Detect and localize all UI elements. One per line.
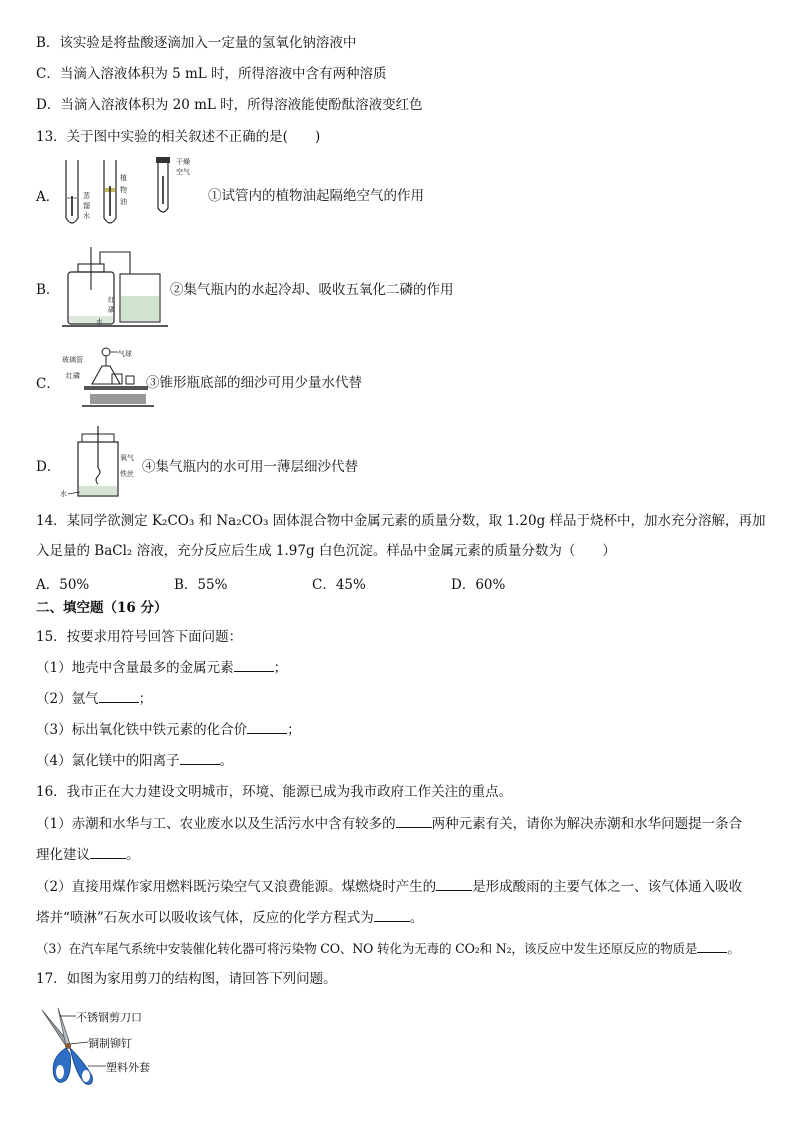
q13-d-text: ④集气瓶内的水可用一薄层细沙代替	[142, 459, 358, 475]
label-distilled-water-1: 蒸	[83, 192, 90, 200]
q14-option-a: A．50%	[36, 577, 90, 593]
label-oxygen: 氧气	[120, 454, 134, 462]
answer-blank[interactable]	[436, 876, 472, 891]
answer-blank[interactable]	[99, 688, 139, 703]
q15-item-1: （1）地壳中含量最多的金属元素 ；	[36, 657, 287, 678]
label-steel-blade: 不锈钢剪刀口	[76, 1011, 142, 1024]
q12-option-b: B．该实验是将盐酸逐滴加入一定量的氢氧化钠溶液中	[36, 35, 357, 51]
q13-a-text: ①试管内的植物油起隔绝空气的作用	[208, 188, 424, 204]
label-red-phosphorus-b2: 磷	[108, 306, 115, 314]
balance-flask-figure	[60, 344, 160, 408]
label-red-phosphorus-c: 红磷	[66, 372, 80, 380]
label-veg-oil-1: 植	[120, 174, 127, 182]
q12-option-c: C．当滴入溶液体积为 5 mL 时，所得溶液中含有两种溶质	[36, 66, 387, 82]
q15-item-4: （4）氯化镁中的阳离子 。	[36, 750, 233, 771]
label-veg-oil-3: 油	[120, 198, 127, 206]
answer-blank[interactable]	[247, 719, 287, 734]
answer-blank[interactable]	[697, 938, 727, 953]
label-red-phosphorus-b: 红	[108, 296, 115, 304]
answer-blank[interactable]	[90, 844, 126, 859]
q16-stem: 16．我市正在大力建设文明城市，环境、能源已成为我市政府工作关注的重点。	[36, 784, 513, 800]
q14-line1: 14．某同学欲测定 K₂CO₃ 和 Na₂CO₃ 固体混合物中金属元素的质量分数，取 1.20g 样品于烧杯中，加水充分溶解，再加	[36, 513, 766, 529]
q14-line2: 入足量的 BaCl₂ 溶液，充分反应后生成 1.97g 白色沉淀。样品中金属元素的质量分数为（ ）	[36, 543, 616, 559]
rust-test-tubes-figure	[58, 156, 208, 232]
q16-part1-line1: （1）赤潮和水华与工、农业废水以及生活污水中含有较多的 两种元素有关，请你为解决赤潮和水华问题提一条合	[36, 813, 742, 834]
label-water-d: 水	[60, 490, 67, 498]
section-heading-fill-blank: 二、填空题（16 分）	[36, 600, 168, 616]
q13-b-letter: B．	[36, 282, 60, 298]
q16-part2-line1: （2）直接用煤作家用燃料既污染空气又浪费能源。煤燃烧时产生的 是形成酸雨的主要气体之一、该气体通入吸收	[36, 876, 742, 897]
label-plastic-handle: 塑料外套	[106, 1061, 150, 1074]
label-dry-air-2: 空气	[176, 168, 190, 176]
label-copper-rivet: 铜制铆钉	[88, 1037, 132, 1050]
answer-blank[interactable]	[180, 750, 220, 765]
iron-wire-bottle-figure	[58, 422, 148, 502]
q12-option-d: D．当滴入溶液体积为 20 mL 时，所得溶液能使酚酞溶液变红色	[36, 97, 423, 113]
answer-blank[interactable]	[374, 907, 410, 922]
q16-part3: （3）在汽车尾气系统中安装催化转化器可将污染物 CO、NO 转化为无毒的 CO₂和 N₂，该反应中发生还原反应的物质是 。	[36, 938, 740, 959]
label-distilled-water-2: 馏	[83, 202, 90, 210]
q13-c-letter: C．	[36, 376, 60, 392]
label-balloon: 气球	[118, 350, 132, 358]
q13-d-letter: D．	[36, 459, 61, 475]
q14-option-d: D．60%	[451, 577, 506, 593]
q15-item-2: （2）氩气 ；	[36, 688, 152, 709]
label-distilled-water-3: 水	[83, 212, 90, 220]
label-glass-tube: 玻璃管	[62, 356, 83, 364]
q14-option-b: B．55%	[174, 577, 228, 593]
q17-stem: 17．如图为家用剪刀的结构图，请回答下列问题。	[36, 971, 337, 987]
q16-part1-line2: 理化建议 。	[36, 844, 140, 865]
q15-item-3: （3）标出氧化铁中铁元素的化合价 ；	[36, 719, 301, 740]
q13-stem: 13．关于图中实验的相关叙述不正确的是( )	[36, 129, 321, 145]
q13-c-text: ③锥形瓶底部的细沙可用少量水代替	[146, 375, 362, 391]
answer-blank[interactable]	[234, 657, 274, 672]
q16-part2-line2: 塔并“喷淋”石灰水可以吸收该气体，反应的化学方程式为 。	[36, 907, 423, 928]
q13-b-text: ②集气瓶内的水起冷却、吸收五氧化二磷的作用	[170, 282, 454, 298]
q13-a-letter: A．	[36, 189, 60, 205]
phosphorus-bottle-figure	[60, 242, 170, 330]
label-water-b: 水	[96, 318, 103, 326]
answer-blank[interactable]	[396, 813, 432, 828]
q14-option-c: C．45%	[312, 577, 366, 593]
label-veg-oil-2: 物	[120, 186, 127, 194]
q15-stem: 15．按要求用符号回答下面问题：	[36, 629, 243, 645]
label-dry-air-1: 干燥	[176, 158, 190, 166]
label-iron-wire: 铁丝	[120, 470, 134, 478]
